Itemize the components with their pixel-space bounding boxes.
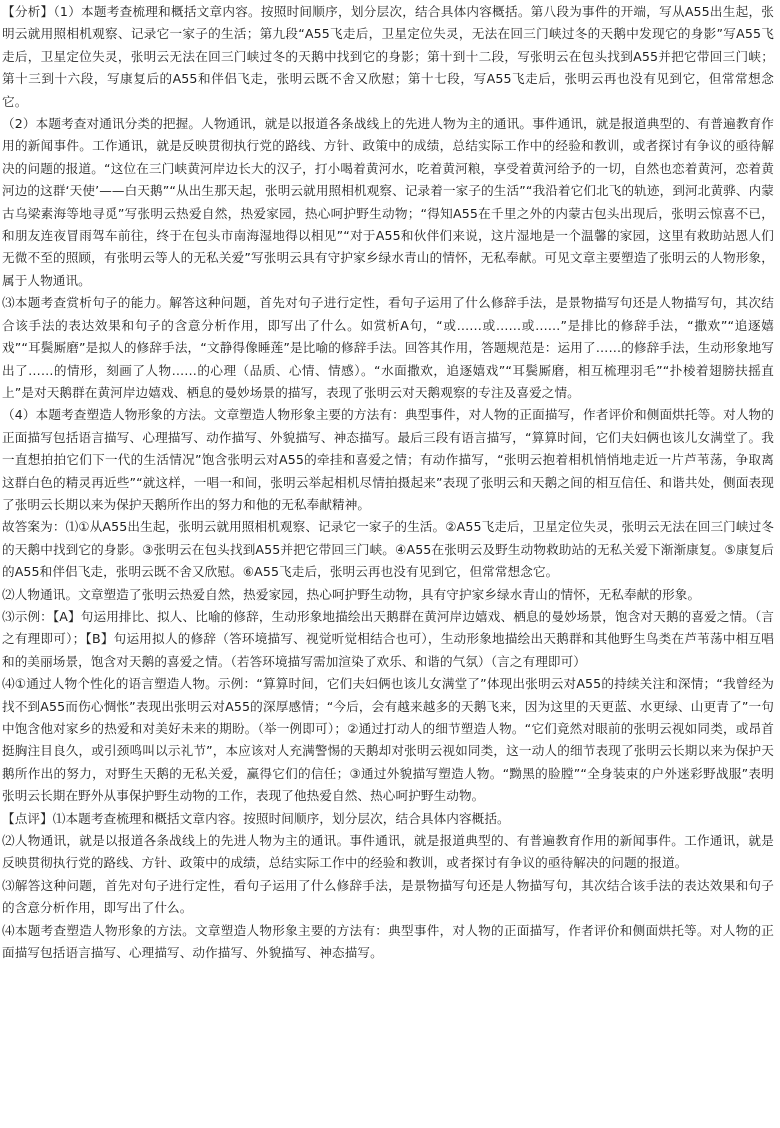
comment-paragraph-3: ⑶解答这种问题，首先对句子进行定性，看句子运用了什么修辞手法，是景物描写句还是人物描写句，其次结合该手法的表达效果和句子的含意分析作用，即写出了什么。 <box>2 877 774 916</box>
analysis-paragraph-1: 【分析】（1）本题考查梳理和概括文章内容。按照时间顺序，划分层次，结合具体内容概括。第八段为事件的开端，写从A55出生起，张明云就用照相机观察、记录它一家子的生活；第九段“A55飞走后，卫星定位失灵，无法在回三门峡过冬的天鹅中发现它的身影”写A55飞走后，卫星定位失灵，张明云无法在回三门峡过冬的天鹅中找到它的身影；第十到十二段，写张明云在包头找到A55并把它带回三门峡；第十三到十六段，写康复后的A55和伴侣飞走，张明云既不舍又欣慰；第十七段，写A55飞走后，张明云再也没有见到它，但常常想念它。 <box>2 4 774 109</box>
analysis-paragraph-4: （4）本题考查塑造人物形象的方法。文章塑造人物形象主要的方法有：典型事件，对人物的正面描写，作者评价和侧面烘托等。对人物的正面描写包括语言描写、心理描写、动作描写、外貌描写、神态描写。最后三段有语言描写，“算算时间，它们夫妇俩也该儿女满堂了。我一直想拍拍它们下一代的生活情况”饱含张明云对A55的牵挂和喜爱之情；有动作描写，“张明云抱着相机悄悄地走近一片芦苇荡，争取离这群白色的精灵再近些”“就这样，一唱一和间，张明云举起相机尽情拍摄起来”表现了张明云和天鹅之间的相互信任、和谐共处，侧面表现了张明云长期以来为保护天鹅所作出的努力和他的无私奉献精神。 <box>2 407 774 512</box>
answer-paragraph-2: ⑵人物通讯。文章塑造了张明云热爱自然，热爱家园，热心呵护野生动物，具有守护家乡绿水青山的情怀，无私奉献的形象。 <box>2 586 701 602</box>
answer-paragraph-1: 故答案为：⑴①从A55出生起，张明云就用照相机观察、记录它一家子的生活。②A55飞走后，卫星定位失灵，张明云无法在回三门峡过冬的天鹅中找到它的身影。③张明云在包头找到A55并把它带回三门峡。④A55在张明云及野生动物救助站的无私关爱下渐渐康复。⑤康复后的A55和伴侣飞走，张明云既不舍又欣慰。⑥A55飞走后，张明云再也没有见到它，但常常想念它。 <box>2 519 774 580</box>
comment-paragraph-4: ⑷本题考查塑造人物形象的方法。文章塑造人物形象主要的方法有：典型事件，对人物的正面描写，作者评价和侧面烘托等。对人物的正面描写包括语言描写、心理描写、动作描写、外貌描写、神态描写。 <box>2 922 774 961</box>
answer-paragraph-4: ⑷①通过人物个性化的语言塑造人物。示例：“算算时间，它们夫妇俩也该儿女满堂了”体现出张明云对A55的持续关注和深情；“我曾经为找不到A55而伤心惆怅”表现出张明云对A55的深厚感情；“今后，会有越来越多的天鹅飞来，因为这里的天更蓝、水更绿、山更青了”一句中饱含他对家乡的热爱和对美好未来的期盼。（举一例即可）；②通过打动人的细节塑造人物。“它们竟然对眼前的张明云视如同类，或昂首挺胸注目良久，或引颈鸣叫以示礼节”，本应该对人充满警惕的天鹅却对张明云视如同类，这一动人的细节表现了张明云长期以来为保护天鹅所作出的努力，对野生天鹅的无私关爱，赢得它们的信任；③通过外貌描写塑造人物。“黝黑的脸膛”“全身装束的户外迷彩野战服”表明张明云长期在野外从事保护野生动物的工作，表现了他热爱自然、热心呵护野生动物。 <box>2 676 774 804</box>
comment-paragraph-1: 【点评】⑴本题考查梳理和概括文章内容。按照时间顺序，划分层次，结合具体内容概括。 <box>2 810 510 826</box>
answer-paragraph-3: ⑶示例：【A】句运用排比、拟人、比喻的修辞，生动形象地描绘出天鹅群在黄河岸边嬉戏、栖息的曼妙场景，饱含对天鹅的喜爱之情。（言之有理即可）；【B】句运用拟人的修辞（答环境描写、视觉听觉相结合也可），生动形象地描绘出天鹅群和其他野生鸟类在芦苇荡中相互唱和的美丽场景，饱含对天鹅的喜爱之情。（若答环境描写需加渲染了欢乐、和谐的气氛）（言之有理即可） <box>2 608 774 669</box>
analysis-paragraph-3: ⑶本题考查赏析句子的能力。解答这种问题，首先对句子进行定性，看句子运用了什么修辞手法，是景物描写句还是人物描写句，其次结合该手法的表达效果和句子的含意分析作用，即写出了什么。如赏析A句，“或……或……或……”是排比的修辞手法，“撒欢”“追逐嬉戏”“耳鬓厮磨”是拟人的修辞手法，“文静得像睡莲”是比喻的修辞手法。回答其作用，答题规范是：运用了……的修辞手法，生动形象地写出了……的情形，刻画了人物……的心理（品质、心情、情感）。“水面撒欢，追逐嬉戏”“耳鬓厮磨，相互梳理羽毛”“扑棱着翅膀扶摇直上”是对天鹅群在黄河岸边嬉戏、栖息的曼妙场景的描写，表现了张明云对天鹅观察的专注及喜爱之情。 <box>2 295 774 400</box>
comment-paragraph-2: ⑵人物通讯，就是以报道各条战线上的先进人物为主的通讯。事件通讯，就是报道典型的、有普遍教育作用的新闻事件。工作通讯，就是反映贯彻执行党的路线、方针、政策中的成绩，总结实际工作中的经验和教训，或者探讨有争议的亟待解决的问题的报道。 <box>2 833 774 871</box>
analysis-paragraph-2: （2）本题考查对通讯分类的把握。人物通讯，就是以报道各条战线上的先进人物为主的通讯。事件通讯，就是报道典型的、有普遍教育作用的新闻事件。工作通讯，就是反映贯彻执行党的路线、方针、政策中的成绩，总结实际工作中的经验和教训，或者探讨有争议的亟待解决的问题的报道。“这位在三门峡黄河岸边长大的汉子，打小喝着黄河水，吃着黄河粮，享受着黄河给予的一切，自然也恋着黄河，恋着黄河边的这群‘天使’——白天鹅”“从出生那天起，张明云就用照相机观察、记录着一家子的生活”“我沿着它们北飞的轨迹，到河北黄骅、内蒙古乌梁素海等地寻觅”写张明云热爱自然，热爱家园，热心呵护野生动物；“得知A55在千里之外的内蒙古包头出现后，张明云惊喜不已，和朋友连夜冒雨驾车前往，终于在包头市南海湿地得以相见”“对于A55和伙伴们来说，这片湿地是一个温馨的家园，这里有救助站恩人们无微不至的照顾，有张明云等人的无私关爱”写张明云具有守护家乡绿水青山的情怀，无私奉献。可见文章主要塑造了张明云的人物形象，属于人物通讯。 <box>2 116 774 288</box>
